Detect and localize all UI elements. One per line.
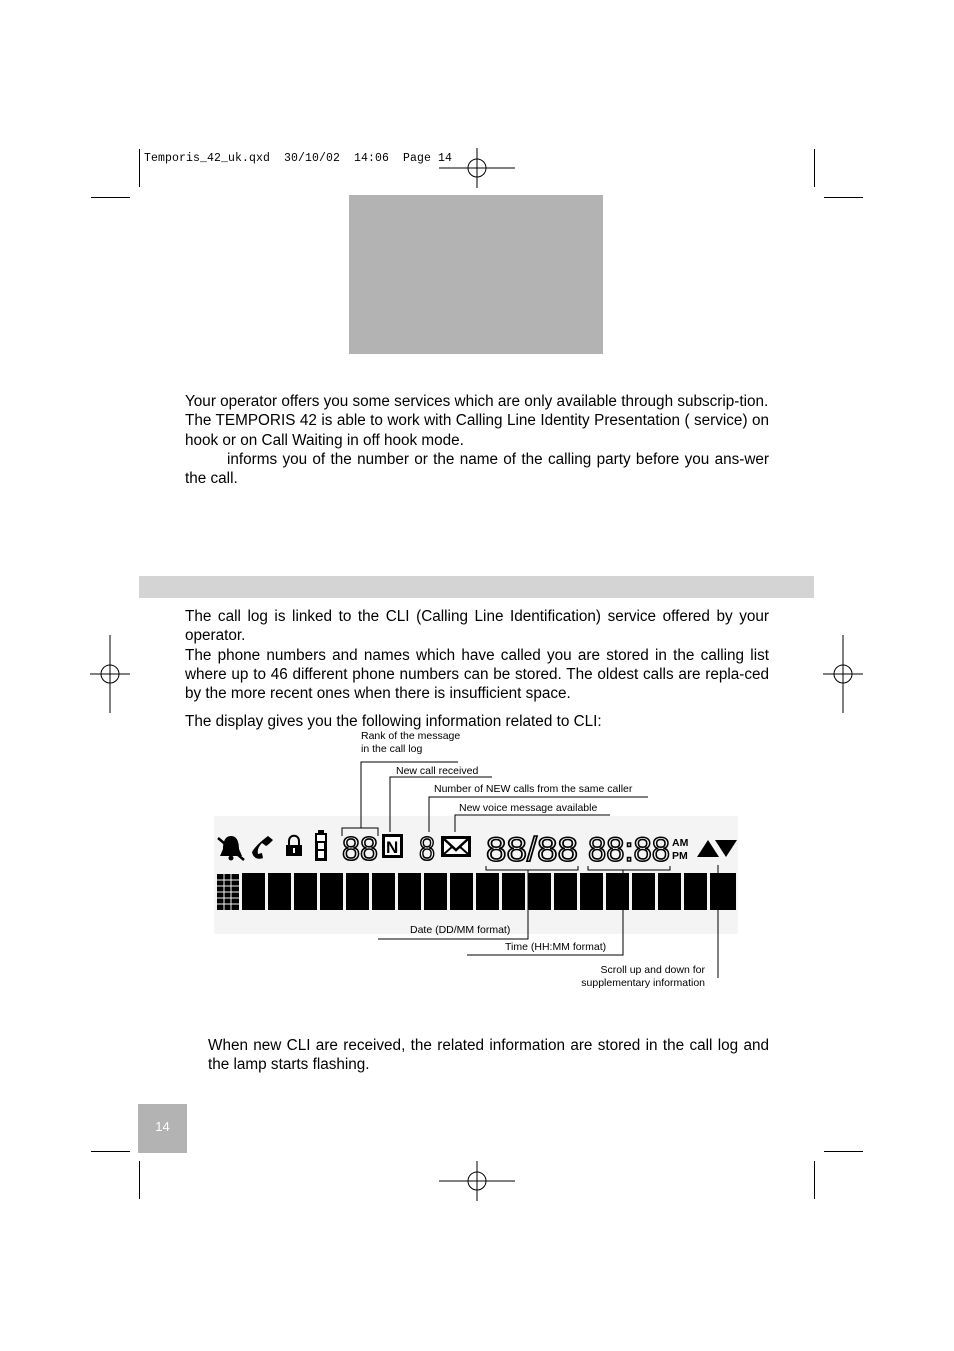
lcd-date: 88/88 [486,831,578,869]
intro-paragraph: The TEMPORIS 42 is able to work with Calling Line Identity Presentation ( service) on hook or on Call Waiting in off hook mode. [185,412,769,449]
label-new-call: New call received [396,765,479,777]
label-rank-line: in the call log [361,743,423,755]
label-time: Time (HH:MM format) [505,941,607,953]
call-log-paragraph: The phone numbers and names which have called you are stored in the calling list where up to 46 different phone numbers can be stored. The oldest calls are repla-ced by the more recent ones when there is insufficient space. [185,646,769,703]
label-rank-line: Rank of the message [361,730,461,742]
label-rank [361,730,460,756]
new-cli-paragraph: When new CLI are received, the related information are stored in the call log and the lamp starts flashing. [208,1037,769,1074]
label-voice-message: New voice message available [459,802,598,814]
label-new-calls-count: Number of NEW calls from the same caller [434,783,633,795]
intro-paragraph: Your operator offers you some services which are only available through subscrip-tion. [185,393,769,410]
battery-icon [315,830,327,861]
label-date: Date (DD/MM format) [410,924,511,936]
lcd-am: AM [672,837,689,849]
lcd-grid-block [217,874,239,910]
label-scroll-line: Scroll up and down for [600,964,705,976]
call-log-paragraph: The display gives you the following information related to CLI: [185,713,602,731]
intro-paragraph: informs you of the number or the name of the calling party before you ans-wer the call. [185,450,769,488]
lcd-pm: PM [672,850,688,862]
label-scroll-line: supplementary information [581,977,705,989]
label-scroll [560,964,705,990]
call-log-paragraph: The call log is linked to the CLI (Calling Line Identification) service offered by your operator. [185,608,769,645]
page-number: 14 [138,1104,187,1153]
lcd-count-digit: 8 [419,830,435,867]
lcd-character-blocks [242,873,736,910]
lcd-rank-digits: 88 [342,830,378,867]
new-cli-text [208,1036,769,1075]
lcd-time: 88:88 [588,831,670,869]
printer-slug: Temporis_42_uk.qxd 30/10/02 14:06 Page 14 [144,152,453,165]
envelope-icon [441,836,471,857]
lcd-new-icon: N [386,838,399,857]
